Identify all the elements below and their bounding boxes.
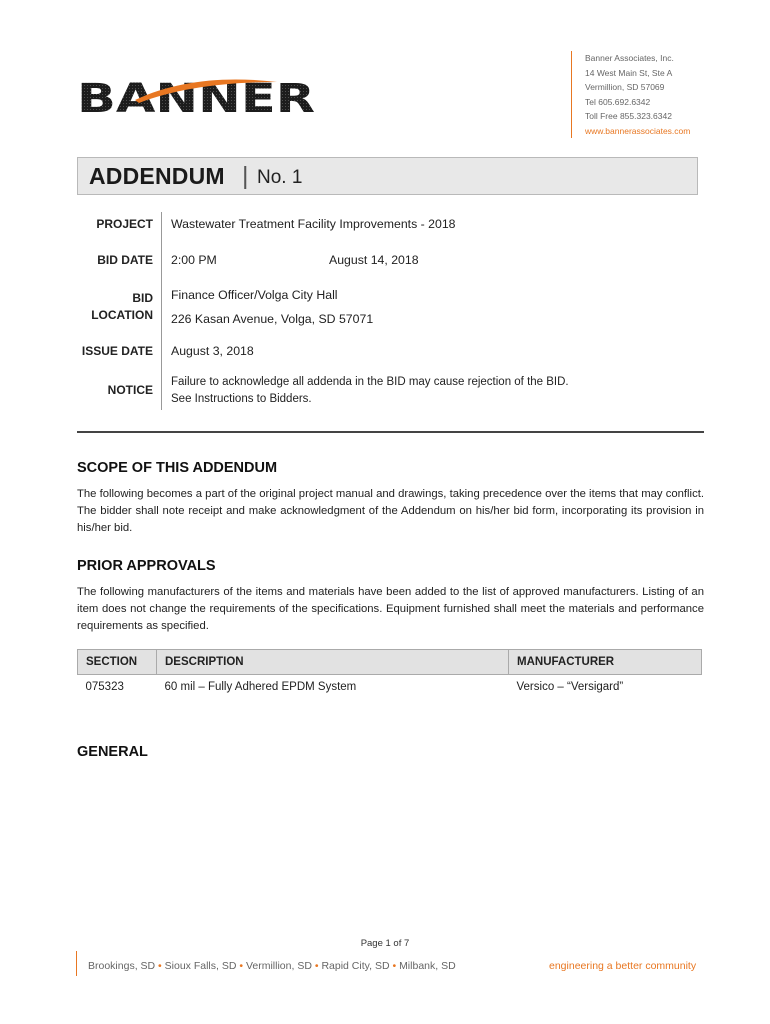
company-address-1: 14 West Main St, Ste A <box>585 67 673 78</box>
project-value: Wastewater Treatment Facility Improvements - 2018 <box>171 217 456 231</box>
issue-date-label: ISSUE DATE <box>81 344 153 358</box>
col-manufacturer: MANUFACTURER <box>509 650 702 675</box>
addendum-number: No. 1 <box>257 167 303 188</box>
company-name: Banner Associates, Inc. <box>585 53 674 63</box>
issue-date: August 3, 2018 <box>171 344 254 358</box>
footer-cities <box>88 960 456 972</box>
bid-location-line-1: Finance Officer/Volga City Hall <box>171 288 338 302</box>
cell-section: 075323 <box>85 681 124 693</box>
col-description: DESCRIPTION <box>157 650 509 675</box>
company-tollfree: Toll Free 855.323.6342 <box>585 111 672 121</box>
col-section: SECTION <box>78 650 157 675</box>
table-row <box>78 675 702 700</box>
company-address-2: Vermillion, SD 57069 <box>585 82 665 92</box>
table-header-row <box>78 650 702 675</box>
footer-city: Sioux Falls, SD <box>164 960 237 972</box>
bid-time: 2:00 PM <box>171 253 217 267</box>
footer-city: Vermillion, SD <box>245 960 312 972</box>
page-number: Page 1 of 7 <box>360 938 410 949</box>
manufacturers-table <box>77 649 702 699</box>
bullet-icon: • <box>158 960 162 972</box>
addendum-header <box>77 157 698 195</box>
cell-manufacturer: Versico – “Versigard” <box>516 681 624 693</box>
project-label: PROJECT <box>96 217 153 231</box>
prior-approvals-title: PRIOR APPROVALS <box>77 558 216 574</box>
prior-approvals-text: The following manufacturers of the items and materials have been added to the list of approved manufacturers. Listing of an item does not change the requirements of the specifications. Equipment furnished shall meet the materials and performance requirements as specified. <box>77 586 704 632</box>
bullet-icon: • <box>314 960 319 972</box>
bid-location-label-2: LOCATION <box>91 308 153 322</box>
bid-date: August 14, 2018 <box>329 253 419 267</box>
banner-logo <box>77 72 317 116</box>
notice-label: NOTICE <box>107 383 153 397</box>
addendum-separator: | <box>242 162 249 190</box>
cell-description: 60 mil – Fully Adhered EPDM System <box>164 681 357 693</box>
notice-line-2: See Instructions to Bidders. <box>171 393 312 405</box>
company-website-link[interactable]: www.bannerassociates.com <box>585 125 691 136</box>
general-title: GENERAL <box>77 744 148 760</box>
bid-date-label: BID DATE <box>97 253 153 267</box>
bid-location-line-2: 226 Kasan Avenue, Volga, SD 57071 <box>171 312 374 326</box>
scope-title: SCOPE OF THIS ADDENDUM <box>77 460 278 476</box>
addendum-title: ADDENDUM <box>89 163 225 189</box>
info-divider <box>161 212 162 410</box>
footer-city: Brookings, SD <box>88 960 156 972</box>
section-divider <box>77 431 704 433</box>
bid-location-label-1: BID <box>132 291 153 305</box>
notice-line-1: Failure to acknowledge all addenda in the BID may cause rejection of the BID. <box>171 376 569 388</box>
bullet-icon: • <box>392 960 397 972</box>
footer-city: Milbank, SD <box>399 960 456 972</box>
footer-accent-bar <box>76 951 77 976</box>
scope-text: The following becomes a part of the original project manual and drawings, taking precedence over the items that may conflict. The bidder shall note receipt and make acknowledgment of the Addendum on his/her bid form, incorporating its provision in his/her bid. <box>77 488 704 534</box>
company-tel: Tel 605.692.6342 <box>585 96 651 107</box>
footer-city: Rapid City, SD <box>321 960 390 972</box>
company-info <box>571 51 690 138</box>
footer-tagline: engineering a better community <box>549 960 697 972</box>
logo-wordmark: BANNER <box>77 76 315 116</box>
bullet-icon: • <box>239 960 244 972</box>
